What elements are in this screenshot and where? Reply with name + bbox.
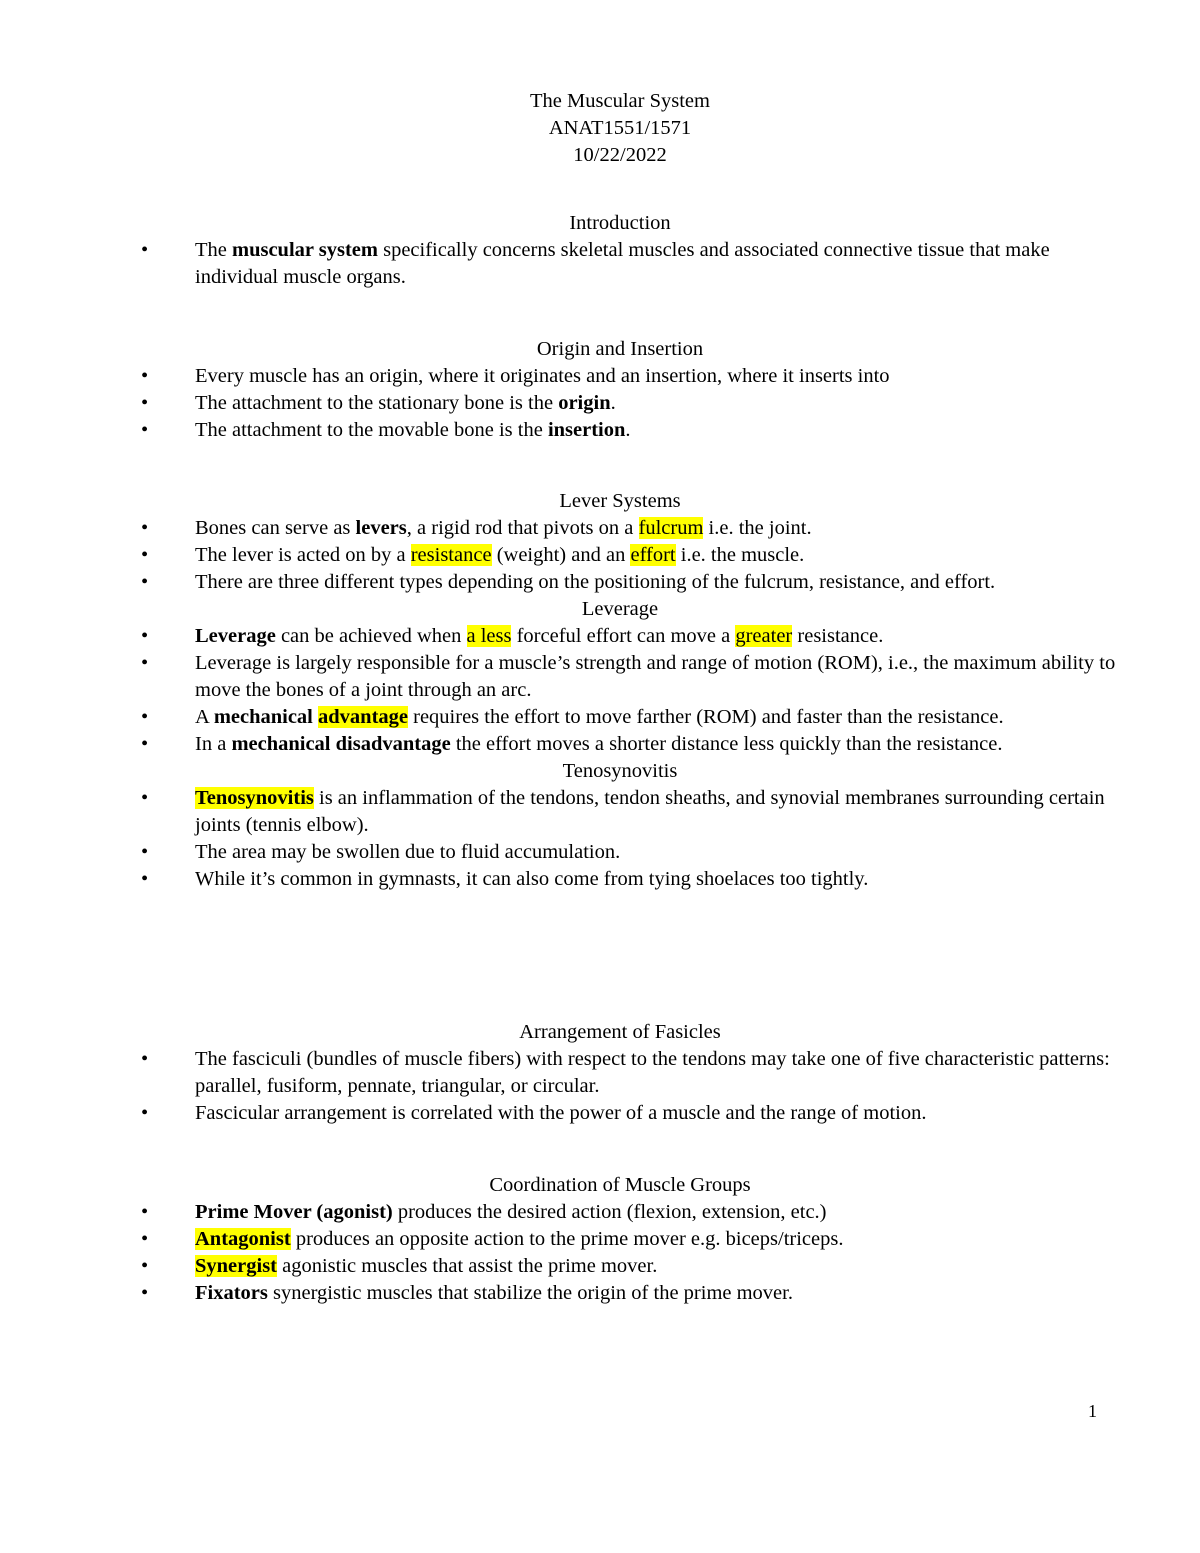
- list-item: [0, 704, 1200, 731]
- document-date: 10/22/2022: [573, 144, 667, 166]
- bullet-icon: •: [141, 868, 149, 890]
- list-item: [0, 1046, 1200, 1100]
- bold-term: Fixators: [195, 1282, 268, 1304]
- section-lever-systems: [0, 488, 1200, 893]
- bullet-icon: •: [141, 544, 149, 566]
- list-item: [0, 1253, 1200, 1280]
- bullet-icon: •: [141, 1201, 149, 1223]
- text-run: .: [610, 392, 616, 414]
- bold-term: mechanical: [213, 706, 313, 728]
- highlighted-term: greater: [735, 625, 793, 647]
- bullet-icon: •: [141, 733, 149, 755]
- text-run: resistance.: [792, 625, 884, 647]
- list-item: [0, 1226, 1200, 1253]
- list-item: [0, 1199, 1200, 1226]
- list-item: [0, 866, 1200, 893]
- bullet-icon: •: [141, 392, 149, 414]
- text-run: The attachment to the stationary bone is the: [195, 392, 559, 414]
- list-item: [0, 650, 1200, 704]
- section-origin-insertion: [0, 336, 1200, 444]
- bullet-icon: •: [141, 652, 149, 674]
- list-item: [0, 623, 1200, 650]
- text-run: The attachment to the movable bone is the: [195, 419, 548, 441]
- bullet-list: [0, 785, 1200, 893]
- document-title: The Muscular System: [530, 90, 710, 112]
- bold-term: Prime Mover (agonist): [195, 1201, 393, 1223]
- text-run: synergistic muscles that stabilize the origin of the prime mover.: [267, 1282, 793, 1304]
- text-run: agonistic muscles that assist the prime mover.: [277, 1255, 658, 1277]
- course-code: ANAT1551/1571: [548, 117, 692, 139]
- bullet-icon: •: [141, 1255, 149, 1277]
- highlighted-bold-term: Synergist: [195, 1255, 277, 1277]
- text-run: Leverage is largely responsible for a muscle’s strength and range of motion (ROM), i.e., the maximum ability to move the bones of a joint through an arc.: [195, 652, 1116, 701]
- section-heading: Coordination of Muscle Groups: [489, 1174, 751, 1196]
- text-run: Every muscle has an origin, where it originates and an insertion, where it inserts into: [195, 365, 890, 387]
- highlighted-term: a less: [466, 625, 512, 647]
- text-run: requires the effort to move farther (ROM) and faster than the resistance.: [408, 706, 1004, 728]
- text-run: Fascicular arrangement is correlated with the power of a muscle and the range of motion.: [195, 1102, 927, 1124]
- text-run: A: [195, 706, 214, 728]
- text-run: , a rigid rod that pivots on a: [406, 517, 639, 539]
- text-run: While it’s common in gymnasts, it can also come from tying shoelaces too tightly.: [195, 868, 869, 890]
- list-item: [0, 417, 1200, 444]
- highlighted-bold-term: advantage: [318, 706, 408, 728]
- section-introduction: [0, 210, 1200, 291]
- section-heading: Origin and Insertion: [536, 338, 704, 360]
- list-item: [0, 569, 1200, 596]
- bullet-icon: •: [141, 1282, 149, 1304]
- bold-term: insertion: [547, 419, 626, 441]
- bullet-icon: •: [141, 571, 149, 593]
- text-run: the effort moves a shorter distance less quickly than the resistance.: [450, 733, 1003, 755]
- section-heading: Arrangement of Fasicles: [519, 1021, 721, 1043]
- list-item: [0, 839, 1200, 866]
- text-run: can be achieved when: [275, 625, 467, 647]
- bullet-icon: •: [141, 419, 149, 441]
- bullet-icon: •: [141, 239, 149, 261]
- bullet-list: [0, 363, 1200, 444]
- text-run: i.e. the joint.: [703, 517, 812, 539]
- text-run: produces an opposite action to the prime mover e.g. biceps/triceps.: [290, 1228, 844, 1250]
- list-item: [0, 390, 1200, 417]
- bullet-list: [0, 237, 1200, 291]
- text-run: .: [625, 419, 631, 441]
- bullet-icon: •: [141, 1048, 149, 1070]
- bullet-list: [0, 515, 1200, 596]
- section-heading: Introduction: [569, 212, 671, 234]
- bullet-icon: •: [141, 787, 149, 809]
- bullet-list: [0, 623, 1200, 758]
- bullet-icon: •: [141, 706, 149, 728]
- bullet-list: [0, 1199, 1200, 1307]
- bold-term: muscular system: [232, 239, 378, 261]
- text-run: (weight) and an: [491, 544, 631, 566]
- highlighted-term: effort: [630, 544, 676, 566]
- page-number: 1: [1088, 1401, 1097, 1421]
- document-header: [0, 88, 1200, 169]
- text-run: In a: [195, 733, 232, 755]
- text-run: produces the desired action (flexion, extension, etc.): [392, 1201, 827, 1223]
- text-run: is an inflammation of the tendons, tendon sheaths, and synovial membranes surrounding certain joints (tennis elbow).: [195, 787, 1105, 836]
- list-item: [0, 363, 1200, 390]
- highlighted-bold-term: Antagonist: [195, 1228, 291, 1250]
- section-heading-tenosynovitis: Tenosynovitis: [562, 760, 678, 782]
- text-run: Bones can serve as: [195, 517, 356, 539]
- bullet-icon: •: [141, 1102, 149, 1124]
- text-run: The area may be swollen due to fluid accumulation.: [195, 841, 621, 863]
- text-run: i.e. the muscle.: [675, 544, 805, 566]
- highlighted-term: resistance: [410, 544, 492, 566]
- text-run: The fasciculi (bundles of muscle fibers) with respect to the tendons may take one of five characteristic patterns: parallel, fusiform, pennate, triangular, or circular.: [195, 1048, 1110, 1097]
- list-item: [0, 1100, 1200, 1127]
- highlighted-bold-term: Tenosynovitis: [195, 787, 314, 809]
- list-item: [0, 1280, 1200, 1307]
- text-run: forceful effort can move a: [511, 625, 736, 647]
- bullet-icon: •: [141, 1228, 149, 1250]
- section-heading-leverage: Leverage: [581, 598, 659, 620]
- bold-term: origin: [558, 392, 611, 414]
- bullet-list: [0, 1046, 1200, 1127]
- bold-term: mechanical disadvantage: [231, 733, 451, 755]
- list-item: [0, 542, 1200, 569]
- bold-term: Leverage: [195, 625, 276, 647]
- list-item: [0, 237, 1200, 291]
- text-run: The: [195, 239, 232, 261]
- bold-term: levers: [355, 517, 407, 539]
- bullet-icon: •: [141, 841, 149, 863]
- highlighted-term: fulcrum: [638, 517, 704, 539]
- section-fasicles: [0, 1019, 1200, 1127]
- list-item: [0, 515, 1200, 542]
- text-run: The lever is acted on by a: [195, 544, 411, 566]
- section-coordination: [0, 1172, 1200, 1307]
- bullet-icon: •: [141, 517, 149, 539]
- list-item: [0, 731, 1200, 758]
- bullet-icon: •: [141, 365, 149, 387]
- bullet-icon: •: [141, 625, 149, 647]
- text-run: There are three different types depending on the positioning of the fulcrum, resistance, and effort.: [195, 571, 996, 593]
- text-run: specifically concerns skeletal muscles and associated connective tissue that make individual muscle organs.: [195, 239, 1050, 288]
- list-item: [0, 785, 1200, 839]
- section-heading: Lever Systems: [559, 490, 681, 512]
